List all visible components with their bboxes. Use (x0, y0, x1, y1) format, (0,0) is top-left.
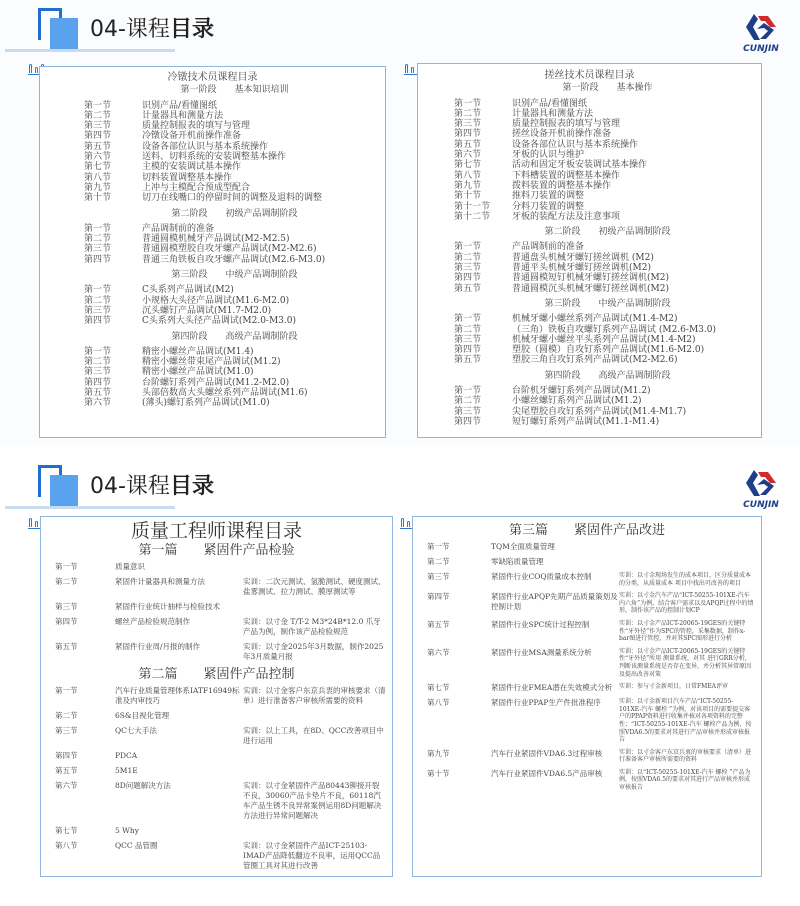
list-item (454, 417, 761, 427)
practice-note: 实训：以寸金 T/T-2 M3*24B*12.0 爪牙产品为例，制作该产品检验规范 (243, 617, 381, 636)
page-title (90, 469, 214, 500)
section-number: 第一节 (84, 285, 112, 296)
section-number: 第二节 (454, 252, 482, 263)
section-number: 第二节 (55, 577, 78, 586)
practice-note: 实训：以寸金新项目汽车产品“ICT-50255-101XE-汽车 螺栓 ”为例，对该项目的需要提交客户的PPAP资料进行收集并核对各项资料的完整性；“ICT-50255-101XE-汽车 螺栓产品为例，按照VDA6.5的要求对其进行产品审核并形成审核报告 (619, 698, 752, 744)
section-title: 紧固件行业PPAP生产件批准程序 (491, 698, 601, 708)
section-title: 牙板的装配方法及注意事项 (512, 211, 621, 222)
section-number: 第六节 (427, 647, 450, 657)
list-item (413, 648, 761, 678)
section-number: 第三节 (84, 244, 112, 255)
header-underline (5, 49, 175, 52)
list-item (454, 160, 761, 170)
section-title: 机械牙螺小螺丝平头系列产品调试(M1.4-M2) (512, 334, 696, 345)
stage-heading: 第三阶段 中级产品调制阶段 (171, 270, 298, 281)
header-underline (5, 506, 175, 509)
list-item (413, 683, 761, 693)
list-item (84, 131, 385, 141)
section-title: 6S&目视化管理 (115, 711, 170, 720)
section-title: 小规格大头径产品调试(M1.6-M2.0) (142, 295, 290, 306)
section-title: 产品调制前的准备 (142, 223, 215, 234)
part-title: 第二篇 紧固件产品控制 (138, 667, 295, 682)
list-item (84, 296, 385, 306)
section-number: 第八节 (427, 698, 450, 708)
practice-note (619, 542, 761, 552)
section-number: 第二节 (84, 110, 112, 121)
section-title: （三角）铁板自攻螺钉系列产品调试 (M2.6-M3.0) (512, 324, 716, 335)
logo-text: CUNJIN (743, 500, 779, 510)
section-number: 第十节 (454, 191, 482, 202)
title-prefix: 04-课程 (90, 474, 170, 499)
list-item (84, 173, 385, 183)
section-title: 沉头螺钉产品调试(M1.7-M2.0) (142, 305, 272, 316)
slide-header (0, 0, 800, 64)
practice-note: 实训：以寸金客户东京兵衷的审核要求（清单）进行准备客户审核所需要的资料 (619, 748, 752, 764)
section-number: 第二节 (84, 357, 112, 368)
practice-note: 实训：参与寸金新项目，日常FMEA评审 (619, 683, 729, 691)
section-title: 普通三角铁板自攻牙螺产品调试(M2.6-M3.0) (142, 254, 326, 265)
section-number: 第二节 (84, 295, 112, 306)
list-item (454, 355, 761, 365)
practice-note: 实训：以寸金客户东京兵衷的审核要求（清单）进行准备客户审核所需要的资料 (243, 686, 386, 705)
section-number: 第四节 (55, 751, 78, 760)
list-item (84, 347, 385, 357)
title-bold: 目录 (169, 17, 214, 42)
header-square-fill-icon (50, 18, 78, 50)
section-number: 第八节 (55, 841, 78, 850)
practice-note: 实训：以寸金汽车产品“ICT-50255-101XE-汽车内六角”为例，结合客户需求以及APQP过程中的情形，制作该产品的控制计划CP (619, 592, 754, 615)
list-item (84, 285, 385, 295)
cold-heading-panel (39, 66, 386, 438)
section-title: C头系列产品调试(M2) (142, 285, 234, 296)
list-item (454, 109, 761, 119)
list-item (41, 826, 392, 836)
section-number: 第五节 (454, 355, 482, 366)
section-title: 8D问题解决方法 (115, 781, 171, 790)
item-list (413, 542, 761, 792)
section-number: 第三节 (454, 334, 482, 345)
section-title: 塑胶三角自攻钉系列产品调试(M2-M2.6) (512, 355, 678, 366)
doc-title: 搓丝技术员课程目录 (544, 70, 635, 81)
list-item (41, 686, 392, 706)
list-item (454, 284, 761, 294)
list-item (454, 181, 761, 191)
list-item (84, 152, 385, 162)
list-item (41, 751, 392, 761)
header-square-edge (38, 465, 41, 497)
stage-heading: 第一阶段 基本知识培训 (180, 85, 289, 96)
list-item (41, 766, 392, 776)
list-item (84, 306, 385, 316)
list-item (454, 273, 761, 283)
quality-engineer-panel (40, 516, 393, 877)
list-item (454, 253, 761, 263)
list-item (413, 572, 761, 587)
section-number: 第三节 (84, 121, 112, 132)
section-title: 活动和固定牙板安装调试基本操作 (512, 160, 648, 171)
list-item (454, 325, 761, 335)
section-title: 汽车行业紧固件VDA6.5产品审核 (491, 768, 603, 778)
cunjin-logo (734, 468, 788, 522)
section-number: 第七节 (55, 826, 78, 835)
section-title: 短钉螺钉系列产品调试(M1.1-M1.4) (512, 416, 660, 427)
section-title: 塑胶（圆模）自攻钉系列产品调试(M1.6-M2.0) (512, 345, 705, 356)
doc-title: 质量工程师课程目录 (130, 520, 302, 542)
list-item (413, 769, 761, 792)
section-number: 第二节 (454, 108, 482, 119)
practice-note: 实训：以寸金紧固件产品80443铆接开裂不良，30060产品卡垫片不良，60118汽车产品生锈不良异常案例运用8D问题解决方法进行异常问题解决 (243, 781, 382, 820)
section-title: 紧固件行业统计抽样与检验技术 (115, 602, 220, 611)
section-title: 普通圆模沉头机械牙螺钉搓丝调机(M2) (512, 283, 669, 294)
list-item (413, 592, 761, 615)
section-number: 第三节 (84, 367, 112, 378)
list-item (413, 698, 761, 744)
section-number: 第二节 (427, 557, 450, 566)
page-title (90, 12, 214, 43)
section-number: 第十节 (84, 193, 112, 204)
section-title: 计量器具和测量方法 (512, 108, 594, 119)
slide-1 (0, 0, 800, 445)
section-number: 第一节 (454, 314, 482, 325)
practice-note (243, 826, 392, 836)
quality-engineer-doc (41, 521, 392, 871)
section-number: 第三节 (55, 602, 78, 611)
stage-heading: 第二阶段 初级产品调制阶段 (544, 227, 671, 238)
list-item (413, 557, 761, 567)
section-number: 第五节 (55, 642, 78, 651)
list-item (454, 191, 761, 201)
section-title: 普通圆模短钉机械牙螺钉搓丝调机(M2) (512, 273, 669, 284)
practice-note: 实训：以“ICT-50255-101XE-汽车 螺栓 ”产品为例，按照VDA6.5的要求对其进行产品审核并形成审核报告 (619, 768, 751, 792)
section-title: 紧固件行业COQ质量成本控制 (491, 572, 592, 581)
section-number: 第四节 (84, 254, 112, 265)
section-title: 分料刀装置的调整 (512, 201, 585, 212)
list-item (454, 396, 761, 406)
list-item (413, 749, 761, 764)
section-number: 第九节 (454, 180, 482, 191)
list-item (41, 617, 392, 637)
section-title: 精密小螺丝产品调试(M1.0) (142, 367, 254, 378)
section-number: 第三节 (84, 305, 112, 316)
section-title: 牙板的认识与维护 (512, 150, 585, 161)
stage-heading: 第四阶段 高级产品调制阶段 (171, 331, 298, 342)
list-item (454, 99, 761, 109)
title-prefix: 04-课程 (90, 17, 170, 42)
section-title: TQM全面质量管理 (491, 542, 555, 551)
section-title: 普通平头机械牙螺钉搓丝调机(M2) (512, 263, 651, 274)
list-item (454, 150, 761, 160)
list-item (84, 388, 385, 398)
section-title: 质量控制报表的填写与管理 (512, 119, 621, 130)
section-number: 第十一节 (454, 201, 491, 212)
practice-note: 实训：二次元测试、氢脆测试、硬度测试、盐雾测试、拉力测试、膜厚测试等 (243, 577, 386, 596)
practice-note: 实训：以上工具，在8D、QCC改善项目中进行运用 (243, 726, 384, 745)
list-item (84, 111, 385, 121)
part-list (41, 543, 392, 871)
list-item (84, 193, 385, 203)
section-title: 5 Why (115, 826, 139, 835)
list-item (84, 367, 385, 377)
list-item (454, 119, 761, 129)
practice-note (243, 602, 392, 612)
practice-note: 实训：以寸金紧固件产品ICT-25103-IMAD产品降低翻边不良率，运用QCC品管圈工具对其进行改善 (243, 841, 381, 870)
section-number: 第一节 (454, 386, 482, 397)
section-number: 第四节 (454, 129, 482, 140)
list-item (84, 255, 385, 265)
section-number: 第四节 (454, 345, 482, 356)
header-square-edge (38, 8, 41, 40)
section-title: 紧固件行业FMEA潜在失效模式分析 (491, 683, 613, 693)
section-title: (薄头)螺钉系列产品调试(M1.0) (142, 398, 270, 409)
list-item (454, 242, 761, 252)
section-number: 第三节 (55, 726, 78, 735)
stage-list (454, 83, 761, 427)
section-number: 第六节 (55, 781, 78, 790)
part-title: 第一篇 紧固件产品检验 (138, 543, 295, 558)
section-title: 上冲与主模配合预成型配合 (142, 182, 251, 193)
section-number: 第一节 (427, 542, 450, 551)
list-item (454, 263, 761, 273)
section-title: 计量器具和测量方法 (142, 110, 224, 121)
section-number: 第四节 (84, 316, 112, 327)
list-item (84, 142, 385, 152)
section-title: 主模的安装调试基本操作 (142, 162, 242, 173)
section-title: 识别产品/看懂图纸 (512, 98, 588, 109)
header-square-fill-icon (50, 475, 78, 507)
slide-header (0, 457, 800, 521)
section-number: 第二节 (454, 396, 482, 407)
list-item (41, 577, 392, 597)
section-title: 推料刀装置的调整 (512, 191, 585, 202)
section-number: 第九节 (427, 748, 450, 758)
list-item (454, 129, 761, 139)
section-number: 第三节 (454, 406, 482, 417)
list-item (454, 345, 761, 355)
list-item (454, 171, 761, 181)
section-title: 汽车行业紧固件VDA6.3过程审核 (491, 748, 603, 758)
list-item (454, 202, 761, 212)
list-item (84, 183, 385, 193)
section-title: 切料装置调整基本操作 (142, 172, 233, 183)
list-item (454, 140, 761, 150)
section-number: 第十节 (427, 768, 450, 778)
section-number: 第四节 (454, 273, 482, 284)
section-number: 第三节 (427, 572, 450, 581)
stage-heading: 第一阶段 基本操作 (562, 83, 653, 94)
section-number: 第四节 (84, 377, 112, 388)
list-item (41, 781, 392, 821)
section-title: 质量意识 (115, 562, 145, 571)
list-item (41, 711, 392, 721)
doc-title: 冷镦技术员课程目录 (167, 72, 258, 83)
part-title: 第三篇 紧固件产品改进 (508, 523, 665, 538)
section-title: 普通盘头机械牙螺钉搓丝调机 (M2) (512, 252, 654, 263)
section-title: 台阶机牙螺钉系列产品调试(M1.2) (512, 386, 651, 397)
list-item (454, 335, 761, 345)
section-title: 设备各部位认识与基本系统操作 (512, 139, 639, 150)
section-number: 第七节 (84, 162, 112, 173)
section-number: 第四节 (84, 131, 112, 142)
section-number: 第七节 (427, 683, 450, 693)
section-number: 第六节 (84, 398, 112, 409)
list-item (41, 642, 392, 662)
cold-heading-doc (40, 67, 385, 409)
section-title: 搓丝设备开机前操作准备 (512, 129, 612, 140)
stage-heading: 第二阶段 初级产品调制阶段 (171, 208, 298, 219)
list-item (84, 234, 385, 244)
list-item (41, 726, 392, 746)
section-title: 设备各部位认识与基本系统操作 (142, 141, 269, 152)
section-title: 台阶螺钉系列产品调试(M1.2-M2.0) (142, 377, 290, 388)
section-number: 第五节 (454, 283, 482, 294)
list-item (84, 378, 385, 388)
quality-improve-panel (412, 516, 762, 877)
section-title: 切刀在线嘴口的停留时间的调整及退料的调整 (142, 193, 323, 204)
section-title: 5M1E (115, 766, 138, 775)
section-number: 第十二节 (454, 211, 491, 222)
section-number: 第六节 (454, 150, 482, 161)
section-title: 拨料装置的调整基本操作 (512, 180, 612, 191)
section-number: 第一节 (454, 98, 482, 109)
practice-note (243, 562, 392, 572)
section-number: 第五节 (55, 766, 78, 775)
section-number: 第三节 (454, 119, 482, 130)
practice-note (243, 711, 392, 721)
section-number: 第四节 (55, 617, 78, 626)
section-number: 第一节 (84, 346, 112, 357)
list-item (84, 357, 385, 367)
section-number: 第一节 (84, 223, 112, 234)
section-number: 第一节 (55, 686, 78, 695)
section-title: 机械牙螺小螺丝系列产品调试(M1.4-M2) (512, 314, 678, 325)
section-title: 螺丝产品检验规范制作 (115, 617, 190, 626)
practice-note: 实训：以寸金产品ICT-20065-19GES的关键特性“牙外径”作为SPC的管控，采集数据，制作x-bar图进行管控，并对其SPC图形进行分析 (619, 619, 746, 643)
practice-note (243, 766, 392, 776)
section-title: 精密小螺丝带束尾产品调试(M1.2) (142, 357, 281, 368)
section-number: 第七节 (454, 160, 482, 171)
section-title: 精密小螺丝产品调试(M1.4) (142, 346, 254, 357)
section-title: 紧固件行业周/月报的制作 (115, 642, 201, 651)
section-title: 下料槽装置的调整基本操作 (512, 170, 621, 181)
list-item (41, 841, 392, 871)
section-number: 第三节 (454, 263, 482, 274)
section-title: 零缺陷质量管理 (491, 557, 544, 566)
section-title: 质量控制报表的填写与管理 (142, 121, 251, 132)
section-title: 紧固件计量器具和测量方法 (115, 577, 205, 586)
practice-note (619, 557, 761, 567)
section-number: 第一节 (84, 100, 112, 111)
stage-heading: 第三阶段 中级产品调制阶段 (544, 298, 671, 309)
section-title: C头系列大头径产品调试(M2.0-M3.0) (142, 316, 297, 327)
list-item (413, 620, 761, 643)
list-item (84, 121, 385, 131)
section-number: 第一节 (55, 562, 78, 571)
section-title: PDCA (115, 751, 138, 760)
section-number: 第二节 (454, 324, 482, 335)
thread-rolling-doc (418, 64, 761, 427)
section-number: 第九节 (84, 182, 112, 193)
list-item (41, 602, 392, 612)
section-title: 紧固件行业MSA测量系统分析 (491, 647, 592, 657)
quality-improve-doc (413, 523, 761, 792)
practice-note (243, 751, 392, 761)
section-number: 第五节 (427, 619, 450, 629)
list-item (454, 212, 761, 222)
section-title: 产品调制前的准备 (512, 242, 585, 253)
section-title: 尖尾塑胶自攻钉系列产品调试(M1.4-M1.7) (512, 406, 687, 417)
section-number: 第四节 (427, 592, 450, 602)
list-item (41, 562, 392, 572)
cunjin-logo-icon (744, 12, 778, 42)
cunjin-logo (734, 12, 788, 66)
section-title: 小螺丝螺钉系列产品调试(M1.2) (512, 396, 642, 407)
section-number: 第八节 (84, 172, 112, 183)
logo-text: CUNJIN (743, 44, 779, 54)
section-number: 第二节 (84, 234, 112, 245)
section-number: 第五节 (84, 388, 112, 399)
cunjin-logo-icon (744, 468, 778, 498)
section-number: 第一节 (454, 242, 482, 253)
stage-list (84, 85, 385, 408)
thread-rolling-panel (417, 63, 762, 438)
stage-heading: 第四阶段 高级产品调制阶段 (544, 370, 671, 381)
title-bold: 目录 (169, 474, 214, 499)
list-item (84, 162, 385, 172)
list-item (84, 244, 385, 254)
slide-2 (0, 452, 800, 906)
section-number: 第五节 (454, 139, 482, 150)
section-number: 第四节 (454, 416, 482, 427)
list-item (84, 316, 385, 326)
section-number: 第八节 (454, 170, 482, 181)
section-title: 普通圆模机械牙产品调试(M2-M2.5) (142, 234, 290, 245)
section-number: 第五节 (84, 141, 112, 152)
section-title: 普通圆模塑胶自攻牙螺产品调试(M2-M2.6) (142, 244, 317, 255)
section-title: 紧固件行业APQP先期产品质量策划及控制计划 (491, 592, 618, 612)
section-title: 送料、切料系统的安装调整基本操作 (142, 152, 287, 163)
section-title: 冷镦设备开机前操作准备 (142, 131, 242, 142)
list-item (454, 386, 761, 396)
section-number: 第六节 (84, 152, 112, 163)
section-title: 识别产品/看懂图纸 (142, 100, 218, 111)
section-title: 汽车行业质量管理体系IATF16949标准及内审技巧 (115, 686, 240, 705)
section-title: QC七大手法 (115, 726, 157, 735)
list-item (84, 101, 385, 111)
list-item (84, 398, 385, 408)
practice-note: 实训：以寸金现场发生的成本项目，区分质量成本的分类，从质量成本 项目中找出可改善的项目 (619, 572, 752, 587)
section-number: 第二节 (55, 711, 78, 720)
practice-note: 实训：以寸金2025年3月数据，制作2025年3月质量月报 (243, 642, 384, 661)
list-item (84, 224, 385, 234)
section-title: 头部倍数高大头螺丝系列产品调试(M1.6) (142, 388, 308, 399)
list-item (454, 314, 761, 324)
practice-note: 实训：以寸金产品ICT-20065-19GES的关键特性“牙外径”所用 测量系统，对其 进行GRR分析，判断该测量系统是否存在变异，并分析其异常原因及提出改善对策 (619, 647, 752, 678)
list-item (454, 407, 761, 417)
section-title: QCC 品管圈 (115, 841, 158, 850)
list-item (413, 542, 761, 552)
section-title: 紧固件行业SPC统计过程控制 (491, 619, 590, 629)
